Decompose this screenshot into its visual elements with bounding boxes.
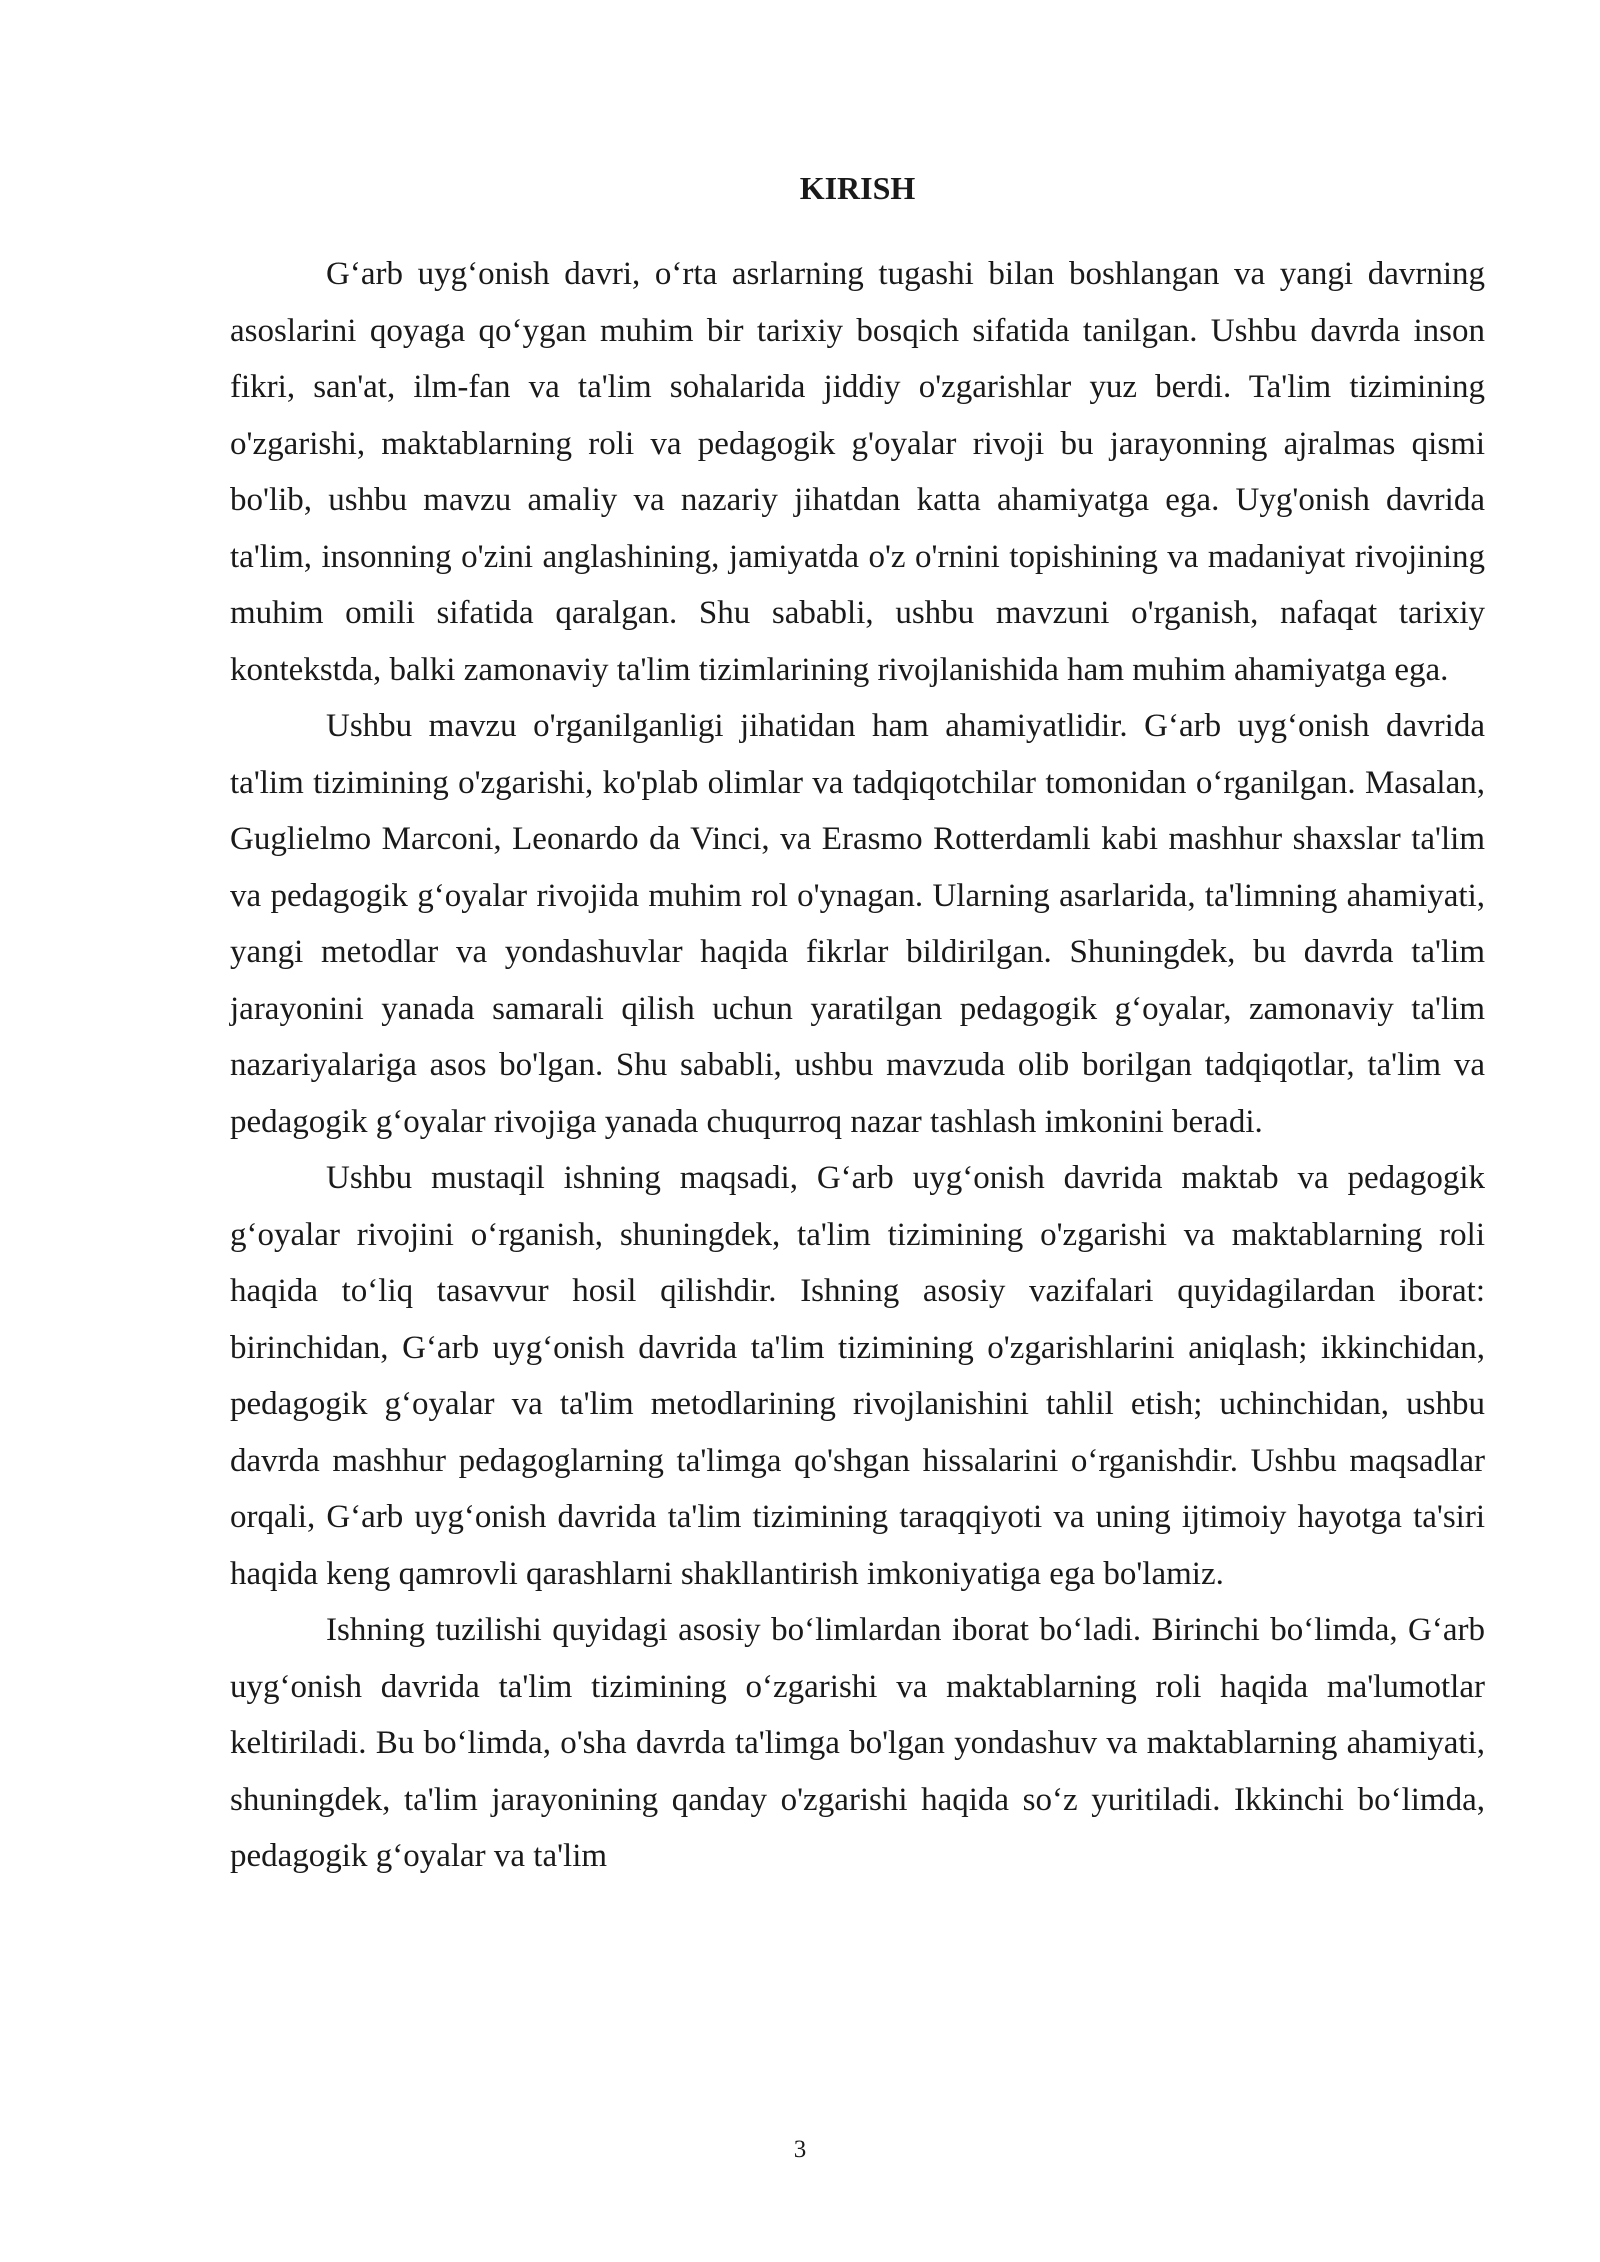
page-title: KIRISH	[799, 170, 916, 206]
page-number: 3	[793, 2136, 807, 2163]
paragraph-1: G‘arb uyg‘onish davri, o‘rta asrlarning tugashi bilan boshlangan va yangi davrning asoslarini qoyaga qo‘ygan muhim bir tarixiy bosqich sifatida tanilgan. Ushbu davrda inson fikri, san'at, ilm-fan va ta'lim sohalarida jiddiy o'zgarishlar yuz berdi. Ta'lim tizimining o'zgarishi, maktablarning roli va pedagogik g'oyalar rivoji bu jarayonning ajralmas qismi bo'lib, ushbu mavzu amaliy va nazariy jihatdan katta ahamiyatga ega. Uyg'onish davrida ta'lim, insonning o'zini anglashining, jamiyatda o'z o'rnini topishining va madaniyat rivojining muhim omili sifatida qaralgan. Shu sababli, ushbu mavzuni o'rganish, nafaqat tarixiy kontekstda, balki zamonaviy ta'lim tizimlarining rivojlanishida ham muhim ahamiyatga ega.	[230, 256, 1485, 688]
paragraph-2: Ushbu mavzu o'rganilganligi jihatidan ham ahamiyatlidir. G‘arb uyg‘onish davrida ta'lim tizimining o'zgarishi, ko'plab olimlar va tadqiqotchilar tomonidan o‘rganilgan. Masalan, Guglielmo Marconi, Leonardo da Vinci, va Erasmo Rotterdamli kabi mashhur shaxslar ta'lim va pedagogik g‘oyalar rivojida muhim rol o'ynagan. Ularning asarlarida, ta'limning ahamiyati, yangi metodlar va yondashuvlar haqida fikrlar bildirilgan. Shuningdek, bu davrda ta'lim jarayonini yanada samarali qilish uchun yaratilgan pedagogik g‘oyalar, zamonaviy ta'lim nazariyalariga asos bo'lgan. Shu sababli, ushbu mavzuda olib borilgan tadqiqotlar, ta'lim va pedagogik g‘oyalar rivojiga yanada chuqurroq nazar tashlash imkonini beradi.	[230, 708, 1485, 1140]
body-text	[230, 246, 1485, 1885]
paragraph-3: Ushbu mustaqil ishning maqsadi, G‘arb uyg‘onish davrida maktab va pedagogik g‘oyalar rivojini o‘rganish, shuningdek, ta'lim tizimining o'zgarishi va maktablarning roli haqida to‘liq tasavvur hosil qilishdir. Ishning asosiy vazifalari quyidagilardan iborat: birinchidan, G‘arb uyg‘onish davrida ta'lim tizimining o'zgarishlarini aniqlash; ikkinchidan, pedagogik g‘oyalar va ta'lim metodlarining rivojlanishini tahlil etish; uchinchidan, ushbu davrda mashhur pedagoglarning ta'limga qo'shgan hissalarini o‘rganishdir. Ushbu maqsadlar orqali, G‘arb uyg‘onish davrida ta'lim tizimining taraqqiyoti va uning ijtimoiy hayotga ta'siri haqida keng qamrovli qarashlarni shakllantirish imkoniyatiga ega bo'lamiz.	[230, 1160, 1485, 1592]
paragraph-4: Ishning tuzilishi quyidagi asosiy bo‘limlardan iborat bo‘ladi. Birinchi bo‘limda, G‘arb uyg‘onish davrida ta'lim tizimining o‘zgarishi va maktablarning roli haqida ma'lumotlar keltiriladi. Bu bo‘limda, o'sha davrda ta'limga bo'lgan yondashuv va maktablarning ahamiyati, shuningdek, ta'lim jarayonining qanday o'zgarishi haqida so‘z yuritiladi. Ikkinchi bo‘limda, pedagogik g‘oyalar va ta'lim	[230, 1612, 1485, 1874]
